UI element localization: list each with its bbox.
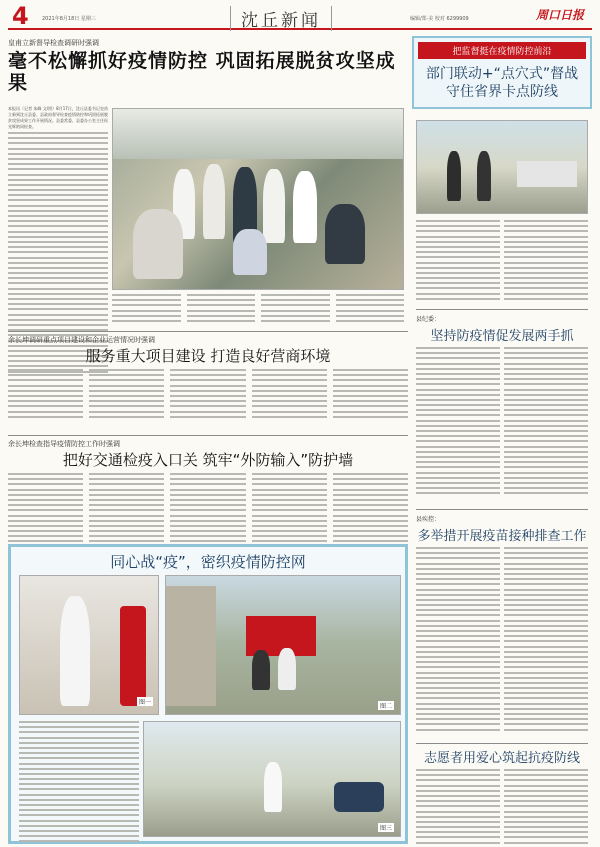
lead-headline: 毫不松懈抓好疫情防控 巩固拓展脱贫攻坚成果: [8, 50, 396, 94]
feature-photo-3: [143, 721, 401, 837]
sidebar-title-line-2: 守住省界卡点防线: [446, 84, 558, 100]
sidebar-story-4: [416, 740, 588, 847]
sidebar-story-2-head: 坚持防疫情促发展两手抓: [430, 329, 574, 344]
sidebar-story-2-kicker: 县纪委：: [416, 316, 441, 323]
story-3-headline: 把好交通检疫入口关 筑牢“外防输入”防护墙: [62, 451, 354, 469]
masthead: [8, 4, 592, 30]
sidebar-title-line-1: 部门联动+“点穴式”督战: [425, 66, 579, 82]
sidebar-story-1-body: [416, 220, 588, 303]
sidebar-story-4-head: 志愿者用爱心筑起抗疫防线: [423, 751, 580, 766]
sidebar-story-3: [416, 506, 588, 734]
sidebar-story-3-kicker: 县疾控：: [416, 516, 441, 523]
story-2: [8, 328, 408, 421]
feature-body: [19, 721, 139, 846]
feature-photo-2: [165, 575, 401, 715]
lead-photo: [112, 108, 404, 290]
story-2-headline: 服务重大项目建设 打造良好营商环境: [85, 347, 331, 365]
main-column: [8, 36, 408, 832]
lead-body-continued: [112, 294, 404, 325]
feature-photo-1: [19, 575, 159, 715]
page-number: 4: [12, 2, 29, 30]
story-3-kicker: 余长坤检查指导疫情防控工作时强调: [8, 440, 120, 448]
sidebar-banner-tag: 把监督挺在疫情防控前沿: [418, 42, 586, 59]
feature-box: [8, 544, 408, 844]
figure-label-3: 图三: [379, 825, 392, 832]
sidebar: [412, 36, 592, 766]
sidebar-banner-box: [412, 36, 592, 109]
figure-label-2: 图二: [379, 703, 392, 710]
sidebar-story-2: [416, 306, 588, 497]
sidebar-story-3-head: 多举措开展疫苗接种排查工作: [417, 529, 587, 544]
issue-date: 2021年8月18日 星期三: [42, 16, 96, 22]
section-name: 沈丘新闻: [230, 6, 332, 31]
lead-kicker: 皇甫立新督导检查调研时强调: [8, 39, 99, 47]
editor-credits: 编辑/郑·美 校对 6299909: [410, 16, 469, 22]
story-2-kicker: 余长坤调研重点项目建设和企业运营情况时强调: [8, 336, 155, 344]
story-3: [8, 432, 408, 556]
newspaper-logo: 周口日报: [536, 8, 585, 22]
lead-intro: 本报讯（记者 朱峰 文/图）8月17日，沈丘县委书记皇甫立新到沈丘县委、县政府督导检查疫情防控和巩固拓展脱贫攻坚成果工作开展情况。县委常委、县委办公室主任侯光辉陪同检查。: [8, 106, 108, 129]
feature-headline: 同心战“疫”，密织疫情防控网: [110, 553, 306, 571]
figure-label-1: 图一: [139, 699, 152, 706]
sidebar-photo: [416, 120, 588, 214]
